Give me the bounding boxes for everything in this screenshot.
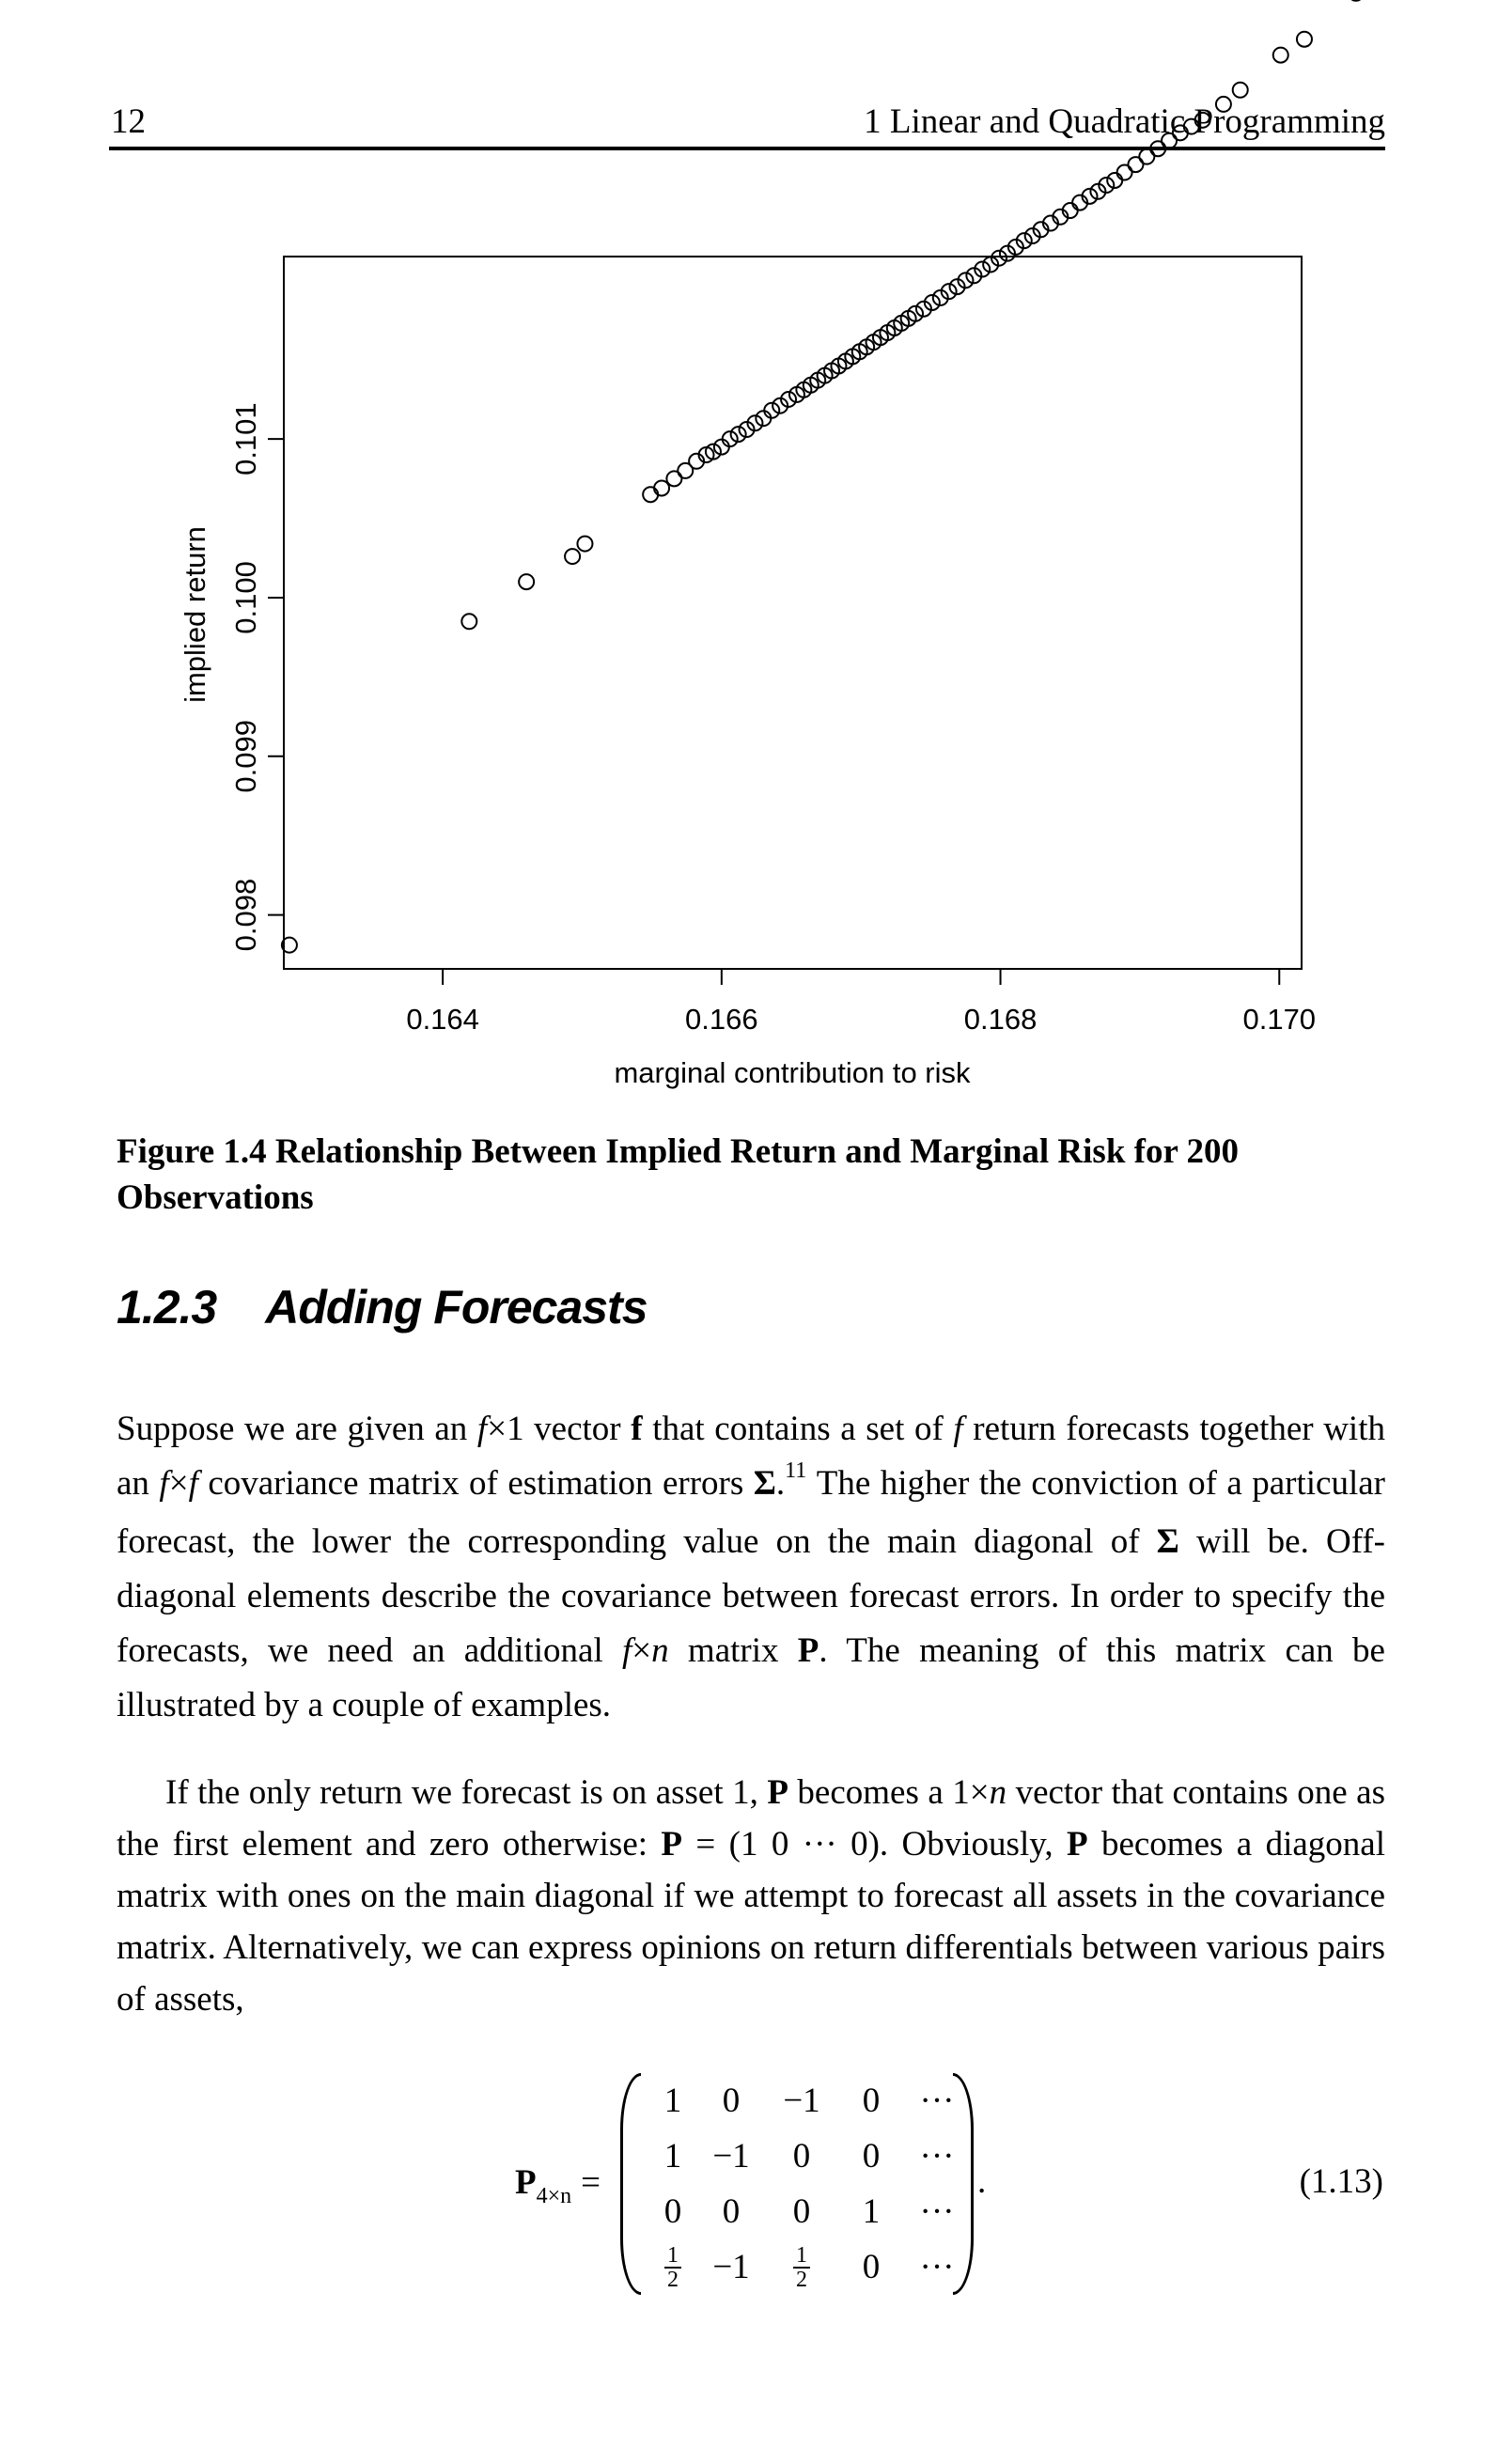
data-point bbox=[461, 614, 476, 629]
figure-caption: Figure 1.4 Relationship Between Implied Return and Marginal Risk for 200 Observations bbox=[117, 1132, 1239, 1217]
x-axis-label: marginal contribution to risk bbox=[614, 1056, 971, 1089]
math: f bbox=[188, 1464, 198, 1503]
matrix-cell: 1 bbox=[663, 2082, 682, 2120]
matrix-cell: ··· bbox=[919, 2082, 955, 2120]
math: n bbox=[989, 1773, 1007, 1812]
math: Σ bbox=[1156, 1522, 1179, 1561]
equation-number: (1.13) bbox=[1299, 2162, 1383, 2201]
math: f bbox=[953, 1410, 963, 1448]
data-point bbox=[643, 487, 658, 502]
data-point bbox=[1150, 141, 1165, 156]
page-number: 12 bbox=[111, 102, 146, 141]
math: Σ bbox=[753, 1464, 776, 1503]
math: P bbox=[661, 1825, 683, 1864]
text: that contains a set of bbox=[642, 1410, 954, 1448]
matrix-cell: 1 bbox=[862, 2192, 881, 2231]
matrix-cell: $\frac{1}{2}$ bbox=[765, 2239, 838, 2295]
matrix-cell: ··· bbox=[919, 2137, 955, 2175]
text: × bbox=[168, 1464, 189, 1503]
data-point bbox=[1273, 48, 1288, 63]
math: f bbox=[476, 1410, 488, 1448]
matrix-cell: −1 bbox=[712, 2137, 750, 2175]
data-point bbox=[1128, 157, 1143, 172]
text: . bbox=[775, 1464, 786, 1503]
data-point bbox=[666, 471, 681, 486]
y-tick-label: 0.099 bbox=[229, 719, 262, 793]
matrix-subscript: 4×n bbox=[536, 2184, 572, 2208]
data-point bbox=[1184, 119, 1199, 134]
matrix-cell: 0 bbox=[663, 2192, 682, 2231]
matrix-cell: $\frac{1}{2}$ bbox=[648, 2239, 697, 2295]
math: P bbox=[767, 1773, 788, 1812]
text: Suppose we are given an bbox=[117, 1410, 477, 1448]
data-point bbox=[1349, 0, 1364, 1]
points-layer bbox=[282, 0, 1498, 953]
text: covariance matrix of estimation errors bbox=[197, 1464, 754, 1503]
math: f bbox=[159, 1464, 169, 1503]
text: matrix bbox=[668, 1631, 798, 1670]
text: If the only return we forecast is on asset 1, bbox=[165, 1773, 768, 1812]
x-tick-label: 0.166 bbox=[685, 1003, 758, 1036]
section-number: 1.2.3 bbox=[117, 1281, 217, 1333]
data-point bbox=[1117, 165, 1132, 180]
text: becomes a 1× bbox=[788, 1773, 990, 1812]
matrix-cell: 1 bbox=[663, 2137, 682, 2175]
matrix-cell: 0 bbox=[862, 2082, 881, 2120]
plot-frame bbox=[284, 257, 1302, 969]
matrix-cell: ··· bbox=[919, 2248, 955, 2286]
math: P bbox=[797, 1631, 819, 1670]
data-point bbox=[1173, 125, 1188, 140]
matrix-cell: 0 bbox=[722, 2192, 741, 2231]
math: n bbox=[651, 1631, 669, 1670]
y-tick-label: 0.101 bbox=[229, 402, 262, 476]
text: return forecasts together with an bbox=[117, 1410, 1385, 1503]
y-axis bbox=[229, 402, 284, 951]
text: vector that contains one as the first element and zero otherwise: bbox=[117, 1773, 1385, 1864]
y-tick-label: 0.098 bbox=[229, 878, 262, 952]
matrix-cell: 0 bbox=[792, 2192, 811, 2231]
text: . The meaning of this matrix can be illustrated by a couple of examples. bbox=[117, 1631, 1385, 1724]
data-point bbox=[1233, 83, 1248, 98]
data-point bbox=[577, 537, 592, 552]
section-heading bbox=[117, 1280, 648, 1334]
matrix-cell: 0 bbox=[862, 2137, 881, 2175]
matrix-cell: 0 bbox=[792, 2137, 811, 2175]
text: The higher the conviction of a particular forecast, the lower the corresponding value on the main diagonal of bbox=[117, 1464, 1385, 1561]
scatter-figure bbox=[0, 0, 1498, 1109]
left-paren bbox=[620, 2073, 641, 2295]
matrix-label bbox=[515, 2162, 601, 2208]
matrix bbox=[648, 2073, 970, 2295]
running-title: 1 Linear and Quadratic Programming bbox=[864, 102, 1385, 141]
data-point bbox=[565, 549, 580, 564]
x-tick-label: 0.164 bbox=[406, 1003, 479, 1036]
paragraph-1 bbox=[117, 1402, 1385, 1733]
matrix-cell: −1 bbox=[783, 2082, 820, 2120]
math: f bbox=[622, 1631, 632, 1670]
x-tick-label: 0.170 bbox=[1242, 1003, 1317, 1036]
x-axis bbox=[406, 969, 1316, 1036]
text: will be. Off-diagonal elements describe the covariance between forecast errors. In order to specify the forecasts, we need an additional bbox=[117, 1522, 1386, 1670]
x-tick-label: 0.168 bbox=[963, 1003, 1038, 1036]
section-title: Adding Forecasts bbox=[265, 1281, 648, 1333]
data-point bbox=[1195, 113, 1210, 128]
data-point bbox=[1216, 97, 1231, 112]
matrix-cell: 0 bbox=[722, 2082, 741, 2120]
math: f bbox=[631, 1410, 643, 1448]
matrix-symbol: P bbox=[515, 2163, 537, 2202]
data-point bbox=[1139, 149, 1154, 164]
text: Obviously, bbox=[888, 1825, 1067, 1864]
text: × bbox=[632, 1631, 652, 1670]
matrix-cell: −1 bbox=[712, 2248, 750, 2286]
matrix-period: . bbox=[977, 2162, 987, 2201]
data-point bbox=[1162, 133, 1177, 148]
paragraph-2 bbox=[117, 1767, 1385, 2025]
footnote-ref: 11 bbox=[785, 1458, 807, 1483]
equals-sign: = bbox=[581, 2163, 601, 2202]
right-paren bbox=[953, 2073, 974, 2295]
data-point bbox=[519, 574, 534, 589]
text: becomes a diagonal matrix with ones on the main diagonal if we attempt to forecast all assets in the covariance matrix. Alternatively, we can express opinions on return differentials between various pairs of assets, bbox=[117, 1825, 1385, 2019]
math: P bbox=[1066, 1825, 1088, 1864]
text: = (1 0 ··· 0). bbox=[682, 1825, 889, 1864]
matrix-cell: 0 bbox=[862, 2248, 881, 2286]
matrix-cell: ··· bbox=[919, 2192, 955, 2231]
data-point bbox=[1297, 32, 1312, 47]
text: ×1 vector bbox=[487, 1410, 632, 1448]
y-axis-label: implied return bbox=[179, 526, 211, 703]
y-tick-label: 0.100 bbox=[229, 561, 262, 634]
